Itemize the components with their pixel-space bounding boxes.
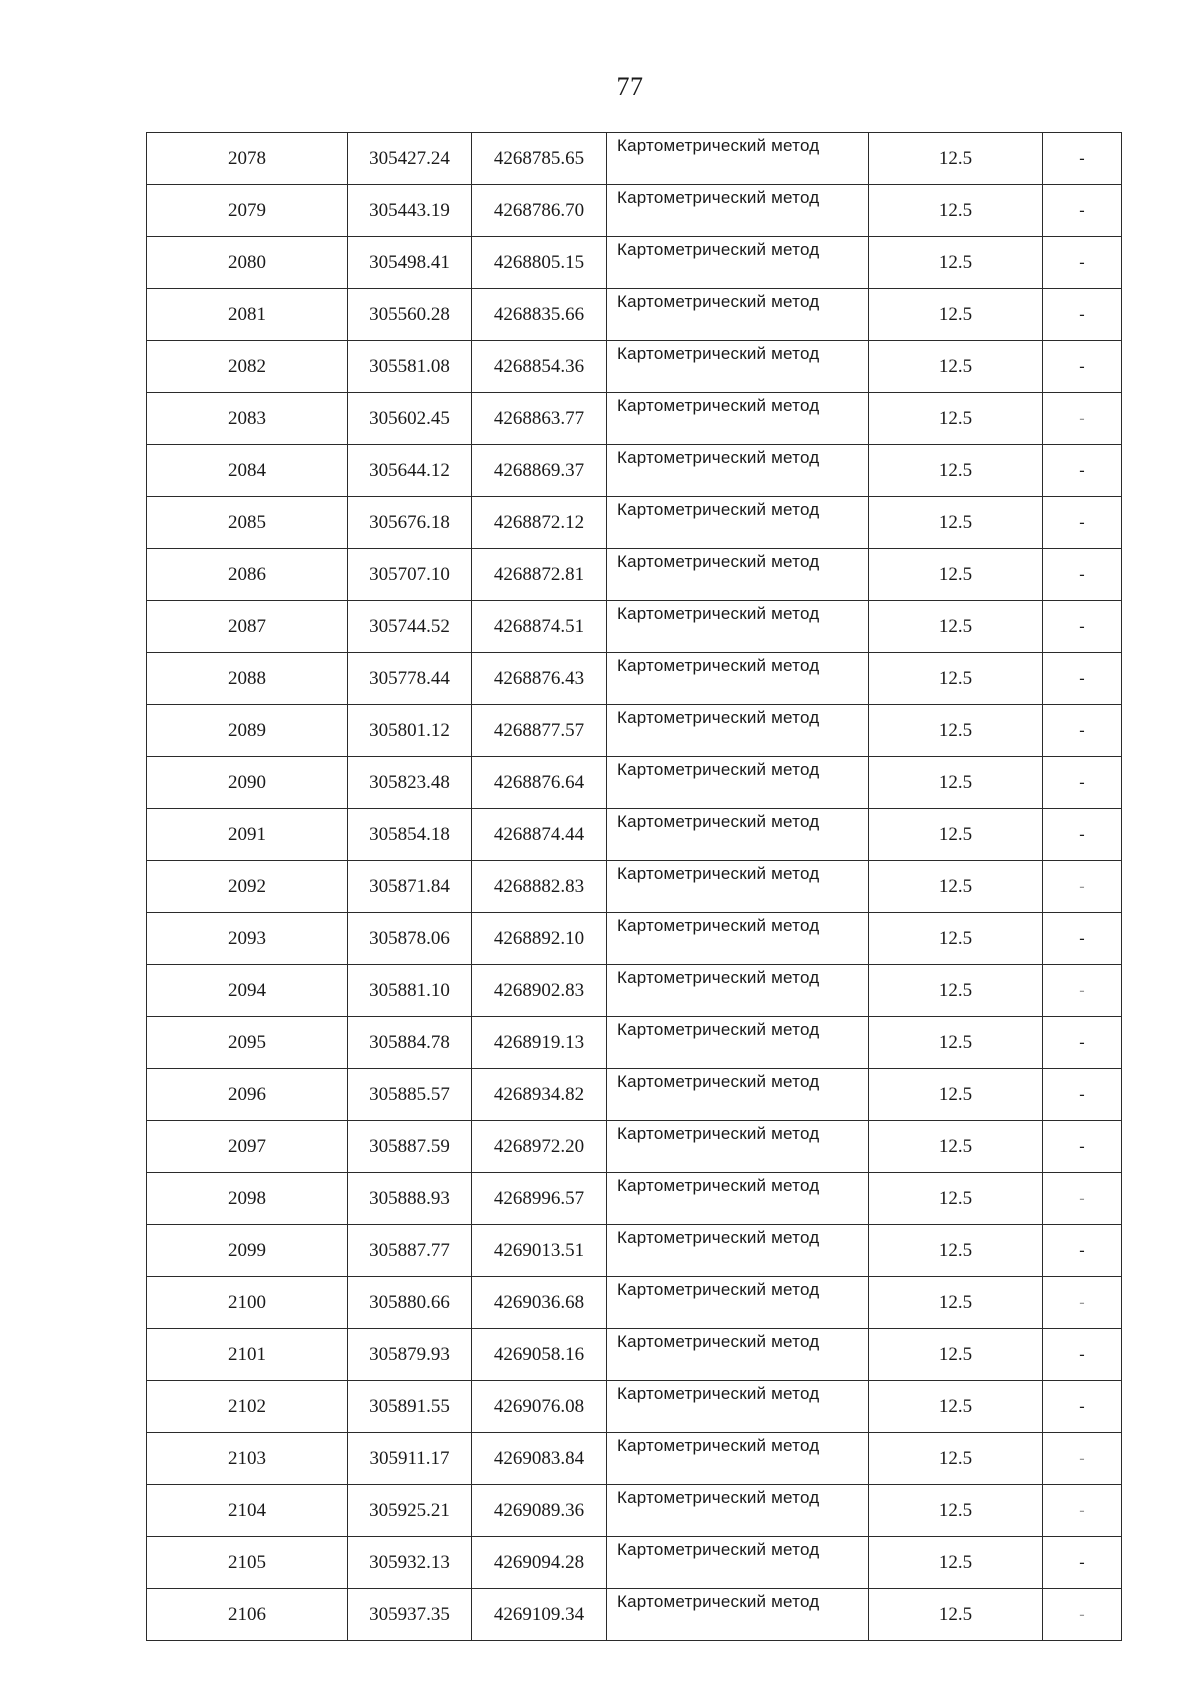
- accuracy-cell: 12.5: [869, 1225, 1043, 1277]
- page-number: 77: [616, 72, 644, 101]
- coordinate-y-cell: 4268972.20: [472, 1121, 607, 1173]
- coordinate-x-cell: 305887.77: [348, 1225, 472, 1277]
- coordinate-y-cell: 4268835.66: [472, 289, 607, 341]
- note-cell: -: [1043, 965, 1122, 1017]
- point-number-cell: 2101: [147, 1329, 348, 1381]
- coordinate-y-cell: 4268902.83: [472, 965, 607, 1017]
- coordinate-x-cell: 305581.08: [348, 341, 472, 393]
- point-number-cell: 2080: [147, 237, 348, 289]
- method-cell: Картометрический метод: [607, 1121, 869, 1173]
- accuracy-cell: 12.5: [869, 1433, 1043, 1485]
- note-cell: -: [1043, 1121, 1122, 1173]
- note-cell: -: [1043, 809, 1122, 861]
- table-row: [147, 497, 1122, 549]
- accuracy-cell: 12.5: [869, 1589, 1043, 1641]
- method-cell: Картометрический метод: [607, 289, 869, 341]
- accuracy-cell: 12.5: [869, 1485, 1043, 1537]
- point-number-cell: 2079: [147, 185, 348, 237]
- method-cell: Картометрический метод: [607, 1225, 869, 1277]
- table-row: [147, 913, 1122, 965]
- coordinate-x-cell: 305854.18: [348, 809, 472, 861]
- method-cell: Картометрический метод: [607, 1277, 869, 1329]
- coordinate-x-cell: 305884.78: [348, 1017, 472, 1069]
- table-row: [147, 705, 1122, 757]
- point-number-cell: 2103: [147, 1433, 348, 1485]
- point-number-cell: 2082: [147, 341, 348, 393]
- table-row: [147, 601, 1122, 653]
- method-cell: Картометрический метод: [607, 341, 869, 393]
- table-row: [147, 445, 1122, 497]
- coordinate-y-cell: 4268874.44: [472, 809, 607, 861]
- coordinate-y-cell: 4268874.51: [472, 601, 607, 653]
- point-number-cell: 2095: [147, 1017, 348, 1069]
- method-cell: Картометрический метод: [607, 601, 869, 653]
- coordinate-x-cell: 305878.06: [348, 913, 472, 965]
- accuracy-cell: 12.5: [869, 653, 1043, 705]
- table-row: [147, 289, 1122, 341]
- coordinate-y-cell: 4268876.64: [472, 757, 607, 809]
- note-cell: -: [1043, 1433, 1122, 1485]
- method-cell: Картометрический метод: [607, 445, 869, 497]
- table-row: [147, 757, 1122, 809]
- method-cell: Картометрический метод: [607, 1537, 869, 1589]
- coordinate-y-cell: 4268996.57: [472, 1173, 607, 1225]
- method-cell: Картометрический метод: [607, 1381, 869, 1433]
- coordinate-x-cell: 305871.84: [348, 861, 472, 913]
- coordinate-x-cell: 305707.10: [348, 549, 472, 601]
- table-row: [147, 549, 1122, 601]
- coordinate-y-cell: 4269013.51: [472, 1225, 607, 1277]
- method-cell: Картометрический метод: [607, 549, 869, 601]
- note-cell: -: [1043, 1589, 1122, 1641]
- point-number-cell: 2098: [147, 1173, 348, 1225]
- note-cell: -: [1043, 237, 1122, 289]
- method-cell: Картометрический метод: [607, 809, 869, 861]
- point-number-cell: 2099: [147, 1225, 348, 1277]
- accuracy-cell: 12.5: [869, 913, 1043, 965]
- table-row: [147, 653, 1122, 705]
- coordinate-y-cell: 4268919.13: [472, 1017, 607, 1069]
- accuracy-cell: 12.5: [869, 1381, 1043, 1433]
- method-cell: Картометрический метод: [607, 705, 869, 757]
- accuracy-cell: 12.5: [869, 965, 1043, 1017]
- note-cell: -: [1043, 1485, 1122, 1537]
- coordinate-x-cell: 305881.10: [348, 965, 472, 1017]
- method-cell: Картометрический метод: [607, 1485, 869, 1537]
- note-cell: -: [1043, 289, 1122, 341]
- coordinate-y-cell: 4268882.83: [472, 861, 607, 913]
- coordinate-x-cell: 305498.41: [348, 237, 472, 289]
- note-cell: -: [1043, 1173, 1122, 1225]
- coordinate-x-cell: 305443.19: [348, 185, 472, 237]
- point-number-cell: 2091: [147, 809, 348, 861]
- table-row: [147, 1017, 1122, 1069]
- coordinate-y-cell: 4268863.77: [472, 393, 607, 445]
- point-number-cell: 2092: [147, 861, 348, 913]
- coordinate-x-cell: 305744.52: [348, 601, 472, 653]
- coordinate-x-cell: 305887.59: [348, 1121, 472, 1173]
- accuracy-cell: 12.5: [869, 1121, 1043, 1173]
- accuracy-cell: 12.5: [869, 601, 1043, 653]
- coordinate-y-cell: 4268892.10: [472, 913, 607, 965]
- method-cell: Картометрический метод: [607, 965, 869, 1017]
- accuracy-cell: 12.5: [869, 757, 1043, 809]
- note-cell: -: [1043, 1069, 1122, 1121]
- coordinate-y-cell: 4268876.43: [472, 653, 607, 705]
- note-cell: -: [1043, 341, 1122, 393]
- coordinate-y-cell: 4269094.28: [472, 1537, 607, 1589]
- note-cell: -: [1043, 497, 1122, 549]
- coordinate-y-cell: 4269076.08: [472, 1381, 607, 1433]
- coordinate-y-cell: 4269036.68: [472, 1277, 607, 1329]
- table-row: [147, 1485, 1122, 1537]
- method-cell: Картометрический метод: [607, 1589, 869, 1641]
- accuracy-cell: 12.5: [869, 185, 1043, 237]
- table-row: [147, 237, 1122, 289]
- note-cell: -: [1043, 913, 1122, 965]
- coordinate-y-cell: 4269058.16: [472, 1329, 607, 1381]
- accuracy-cell: 12.5: [869, 497, 1043, 549]
- coordinate-y-cell: 4268869.37: [472, 445, 607, 497]
- point-number-cell: 2090: [147, 757, 348, 809]
- note-cell: -: [1043, 1225, 1122, 1277]
- point-number-cell: 2083: [147, 393, 348, 445]
- note-cell: -: [1043, 393, 1122, 445]
- note-cell: -: [1043, 861, 1122, 913]
- accuracy-cell: 12.5: [869, 445, 1043, 497]
- coordinate-y-cell: 4268872.12: [472, 497, 607, 549]
- coordinate-x-cell: 305891.55: [348, 1381, 472, 1433]
- table-row: [147, 393, 1122, 445]
- accuracy-cell: 12.5: [869, 393, 1043, 445]
- accuracy-cell: 12.5: [869, 861, 1043, 913]
- note-cell: -: [1043, 185, 1122, 237]
- accuracy-cell: 12.5: [869, 1277, 1043, 1329]
- point-number-cell: 2100: [147, 1277, 348, 1329]
- method-cell: Картометрический метод: [607, 757, 869, 809]
- coordinate-x-cell: 305911.17: [348, 1433, 472, 1485]
- point-number-cell: 2084: [147, 445, 348, 497]
- table-row: [147, 1329, 1122, 1381]
- table-row: [147, 185, 1122, 237]
- point-number-cell: 2078: [147, 133, 348, 185]
- method-cell: Картометрический метод: [607, 1017, 869, 1069]
- coordinate-x-cell: 305879.93: [348, 1329, 472, 1381]
- point-number-cell: 2081: [147, 289, 348, 341]
- point-number-cell: 2089: [147, 705, 348, 757]
- coordinate-y-cell: 4268872.81: [472, 549, 607, 601]
- point-number-cell: 2087: [147, 601, 348, 653]
- table-row: [147, 1589, 1122, 1641]
- table-row: [147, 133, 1122, 185]
- point-number-cell: 2094: [147, 965, 348, 1017]
- coordinate-y-cell: 4268934.82: [472, 1069, 607, 1121]
- method-cell: Картометрический метод: [607, 653, 869, 705]
- coordinate-y-cell: 4269089.36: [472, 1485, 607, 1537]
- note-cell: -: [1043, 1537, 1122, 1589]
- coordinate-x-cell: 305937.35: [348, 1589, 472, 1641]
- table-row: [147, 1277, 1122, 1329]
- coordinate-x-cell: 305925.21: [348, 1485, 472, 1537]
- coordinate-x-cell: 305778.44: [348, 653, 472, 705]
- point-number-cell: 2085: [147, 497, 348, 549]
- coordinate-x-cell: 305885.57: [348, 1069, 472, 1121]
- method-cell: Картометрический метод: [607, 861, 869, 913]
- coordinate-x-cell: 305932.13: [348, 1537, 472, 1589]
- coordinates-table-body: [147, 133, 1122, 1641]
- coordinate-x-cell: 305644.12: [348, 445, 472, 497]
- point-number-cell: 2086: [147, 549, 348, 601]
- coordinate-x-cell: 305602.45: [348, 393, 472, 445]
- table-row: [147, 1121, 1122, 1173]
- note-cell: -: [1043, 601, 1122, 653]
- accuracy-cell: 12.5: [869, 809, 1043, 861]
- point-number-cell: 2096: [147, 1069, 348, 1121]
- table-row: [147, 809, 1122, 861]
- note-cell: -: [1043, 653, 1122, 705]
- coordinate-x-cell: 305888.93: [348, 1173, 472, 1225]
- accuracy-cell: 12.5: [869, 1173, 1043, 1225]
- point-number-cell: 2106: [147, 1589, 348, 1641]
- accuracy-cell: 12.5: [869, 289, 1043, 341]
- note-cell: -: [1043, 133, 1122, 185]
- coordinate-y-cell: 4268854.36: [472, 341, 607, 393]
- note-cell: -: [1043, 1277, 1122, 1329]
- coordinate-y-cell: 4268786.70: [472, 185, 607, 237]
- accuracy-cell: 12.5: [869, 1329, 1043, 1381]
- method-cell: Картометрический метод: [607, 133, 869, 185]
- note-cell: -: [1043, 445, 1122, 497]
- method-cell: Картометрический метод: [607, 1173, 869, 1225]
- point-number-cell: 2102: [147, 1381, 348, 1433]
- point-number-cell: 2105: [147, 1537, 348, 1589]
- accuracy-cell: 12.5: [869, 549, 1043, 601]
- method-cell: Картометрический метод: [607, 1433, 869, 1485]
- table-row: [147, 1069, 1122, 1121]
- coordinate-x-cell: 305880.66: [348, 1277, 472, 1329]
- coordinate-y-cell: 4268785.65: [472, 133, 607, 185]
- table-row: [147, 861, 1122, 913]
- coordinate-y-cell: 4269109.34: [472, 1589, 607, 1641]
- table-row: [147, 1381, 1122, 1433]
- coordinate-y-cell: 4268877.57: [472, 705, 607, 757]
- point-number-cell: 2093: [147, 913, 348, 965]
- point-number-cell: 2088: [147, 653, 348, 705]
- note-cell: -: [1043, 1329, 1122, 1381]
- note-cell: -: [1043, 549, 1122, 601]
- accuracy-cell: 12.5: [869, 1537, 1043, 1589]
- table-row: [147, 1537, 1122, 1589]
- accuracy-cell: 12.5: [869, 1069, 1043, 1121]
- method-cell: Картометрический метод: [607, 913, 869, 965]
- note-cell: -: [1043, 1017, 1122, 1069]
- table-row: [147, 1225, 1122, 1277]
- method-cell: Картометрический метод: [607, 1069, 869, 1121]
- method-cell: Картометрический метод: [607, 1329, 869, 1381]
- point-number-cell: 2104: [147, 1485, 348, 1537]
- accuracy-cell: 12.5: [869, 705, 1043, 757]
- method-cell: Картометрический метод: [607, 237, 869, 289]
- coordinate-y-cell: 4268805.15: [472, 237, 607, 289]
- coordinate-x-cell: 305801.12: [348, 705, 472, 757]
- coordinate-x-cell: 305560.28: [348, 289, 472, 341]
- coordinate-x-cell: 305823.48: [348, 757, 472, 809]
- table-row: [147, 1433, 1122, 1485]
- coordinate-x-cell: 305427.24: [348, 133, 472, 185]
- coordinates-table: [146, 132, 1122, 1641]
- table-row: [147, 341, 1122, 393]
- table-row: [147, 965, 1122, 1017]
- method-cell: Картометрический метод: [607, 497, 869, 549]
- accuracy-cell: 12.5: [869, 133, 1043, 185]
- accuracy-cell: 12.5: [869, 341, 1043, 393]
- coordinate-y-cell: 4269083.84: [472, 1433, 607, 1485]
- note-cell: -: [1043, 1381, 1122, 1433]
- accuracy-cell: 12.5: [869, 237, 1043, 289]
- accuracy-cell: 12.5: [869, 1017, 1043, 1069]
- note-cell: -: [1043, 705, 1122, 757]
- coordinate-x-cell: 305676.18: [348, 497, 472, 549]
- method-cell: Картометрический метод: [607, 393, 869, 445]
- table-row: [147, 1173, 1122, 1225]
- method-cell: Картометрический метод: [607, 185, 869, 237]
- note-cell: -: [1043, 757, 1122, 809]
- point-number-cell: 2097: [147, 1121, 348, 1173]
